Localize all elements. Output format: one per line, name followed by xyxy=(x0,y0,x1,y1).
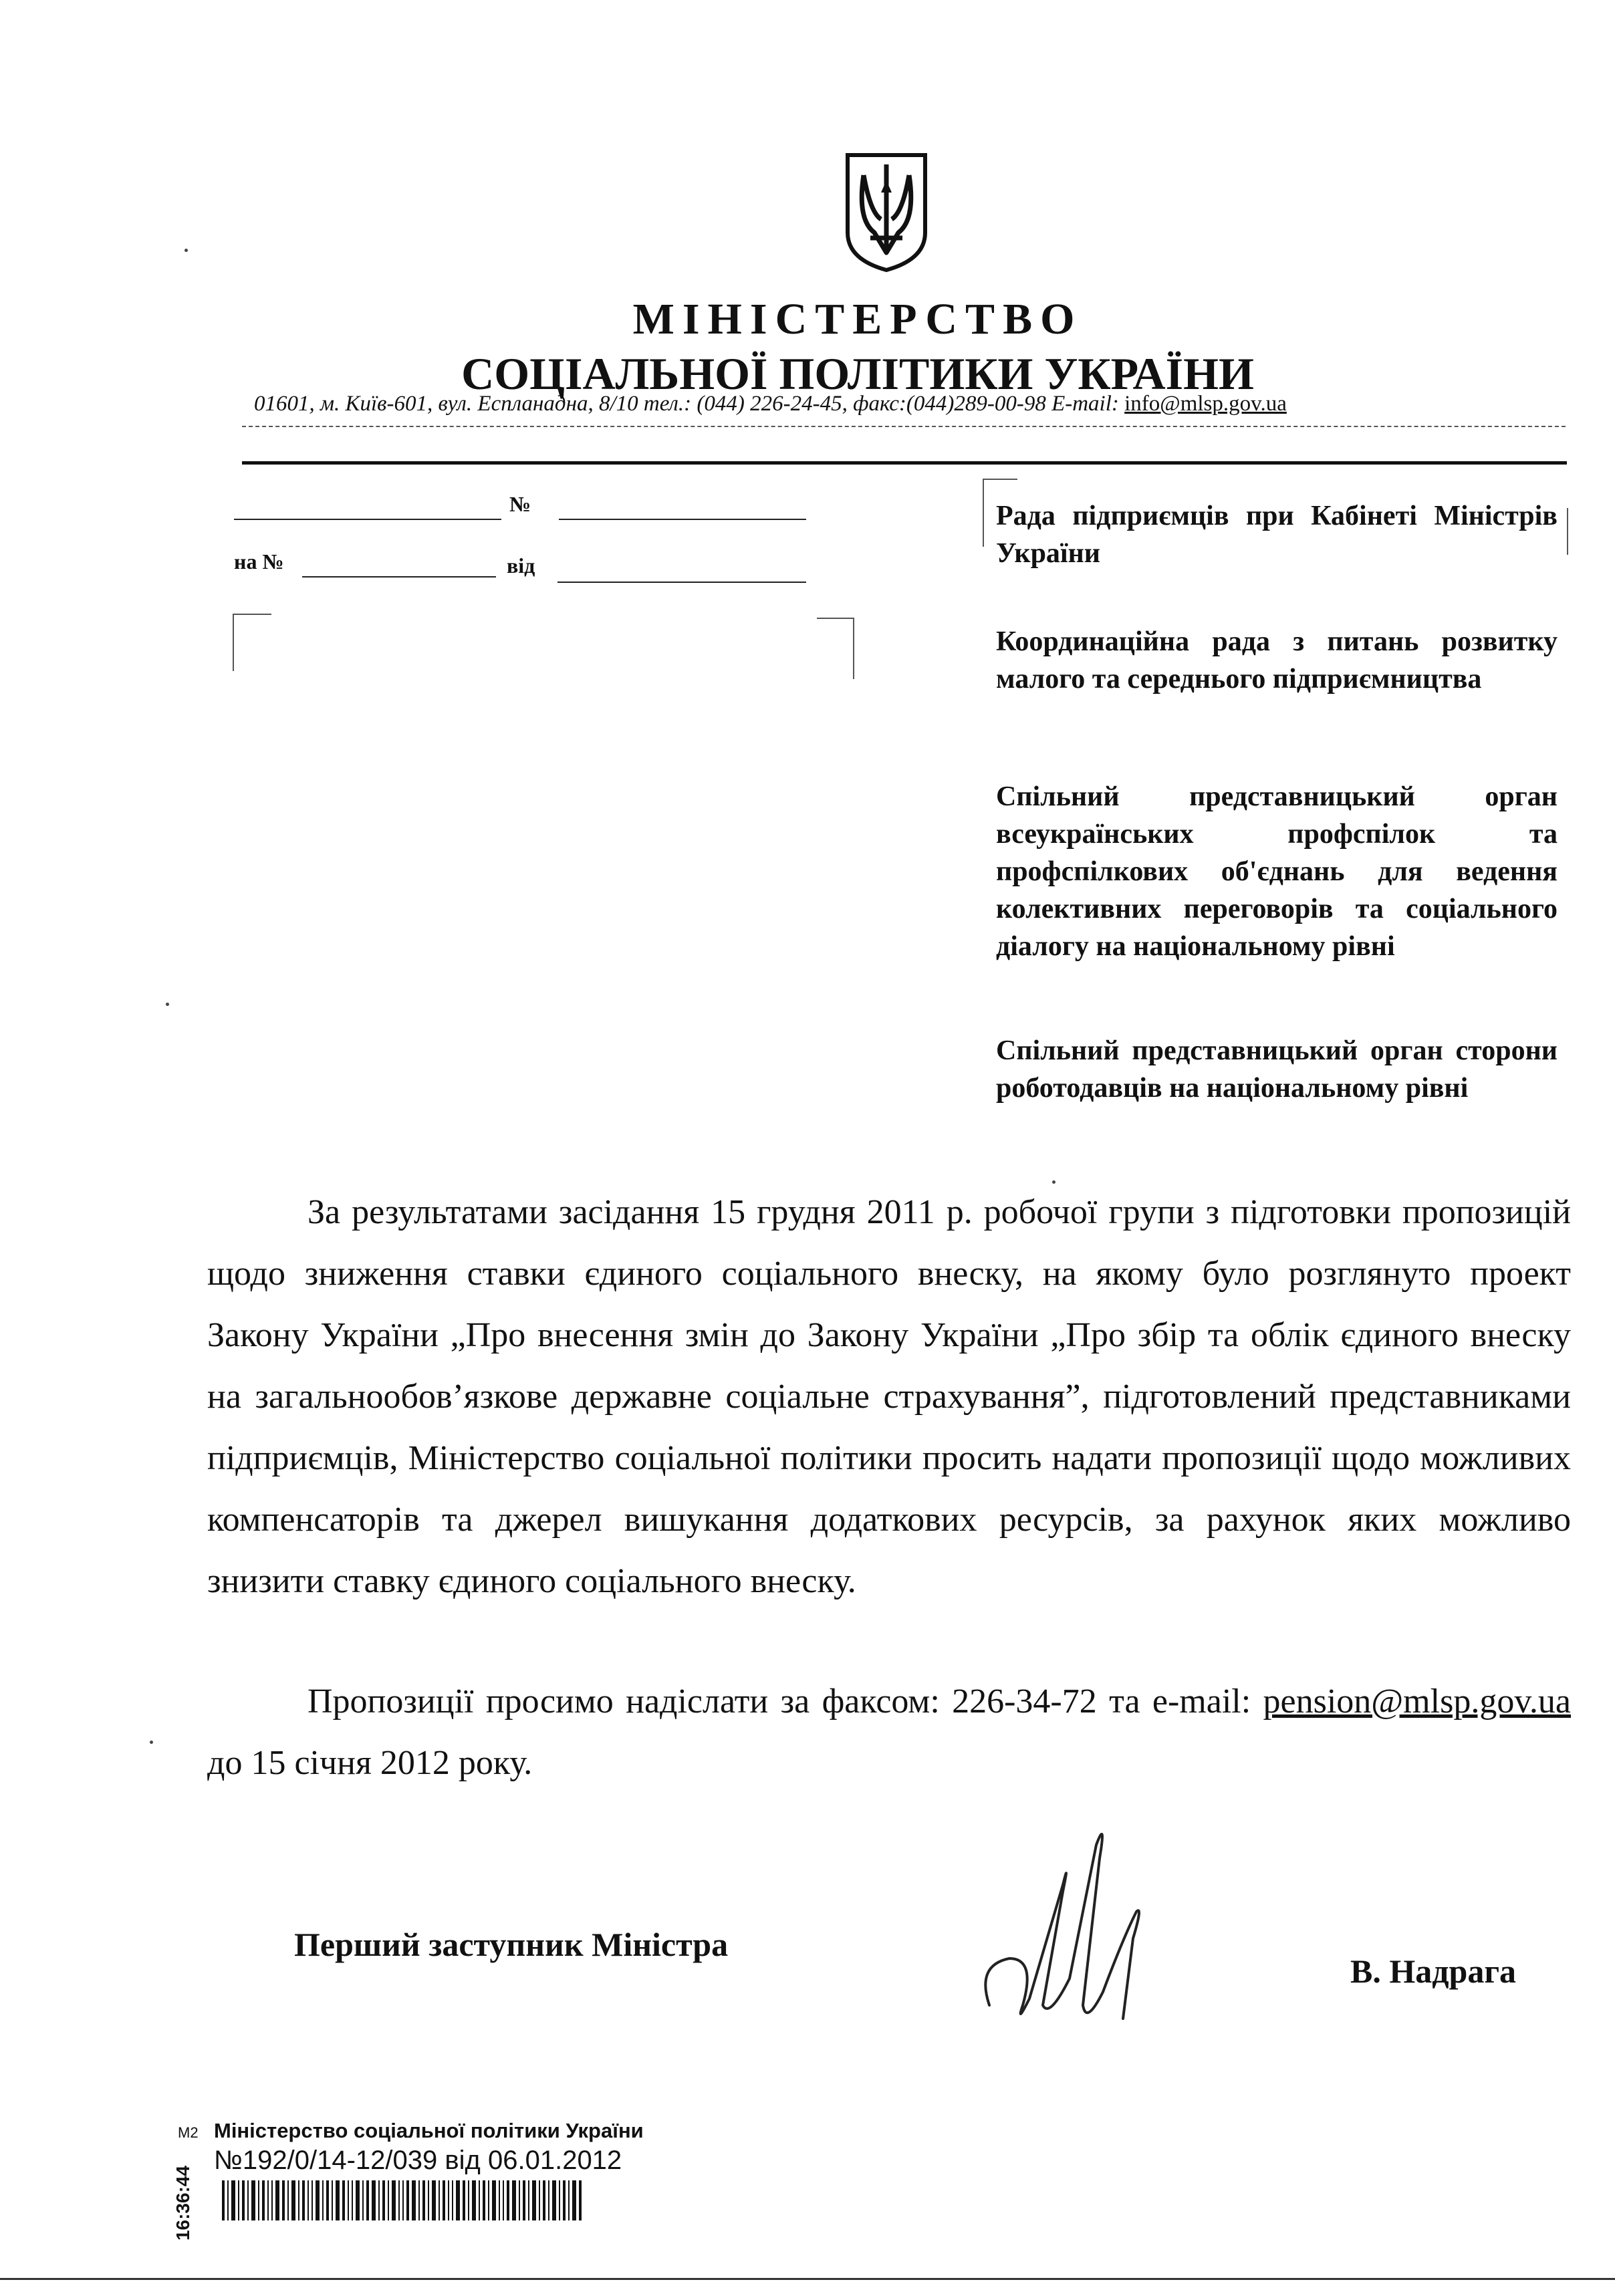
reply-number-blank xyxy=(302,576,496,578)
ministry-email-link[interactable]: info@mlsp.gov.ua xyxy=(1124,392,1287,416)
handwritten-signature xyxy=(963,1805,1176,2032)
scan-edge-line xyxy=(0,2278,1615,2280)
stamp-registration-number: №192/0/14-12/039 від 06.01.2012 xyxy=(214,2146,622,2175)
pension-email-link[interactable]: pension@mlsp.gov.ua xyxy=(1263,1682,1572,1720)
scan-speck xyxy=(150,1741,153,1744)
barcode xyxy=(222,2180,583,2220)
stamp-organization: Міністерство соціальної політики України xyxy=(214,2119,644,2142)
ministry-title: МІНІСТЕРСТВО xyxy=(632,295,1083,344)
outgoing-date-blank xyxy=(234,519,501,520)
request-deadline: до 15 січня 2012 року. xyxy=(207,1744,533,1782)
stamp-code: М2 xyxy=(178,2124,199,2141)
header-divider-thick xyxy=(242,461,1567,465)
stamp-time: 16:36:44 xyxy=(172,2165,194,2241)
header-divider-thin xyxy=(242,426,1566,427)
scan-speck xyxy=(1052,1180,1055,1184)
outgoing-number-blank xyxy=(559,519,806,520)
signatory-name: В. Надрага xyxy=(1350,1952,1517,1990)
scan-speck xyxy=(166,1003,169,1006)
reply-to-label: на № xyxy=(234,549,284,573)
scan-speck xyxy=(184,249,188,252)
number-label: № xyxy=(509,492,531,516)
letter-body-paragraph: За результатами засідання 15 грудня 2011 р. робочої групи з підготовки пропозицій щодо зниження ставки єдиного соціального внеску, на якому було розглянуто проект Закону України „Про внесення змін до Закону України „Про збір та облік єдиного внеску на загальнообов’язкове державне соціальне страхування”, підготовлений представниками підприємців, Міністерство соціальної політики просить надати пропозиції щодо можливих компенсаторів та джерел вишукання додаткових ресурсів, за рахунок яких можливо знизити ставку єдиного соціального внеску. xyxy=(207,1193,1571,1600)
address-corner-right xyxy=(817,618,854,679)
recipient-corner-right xyxy=(1560,508,1568,555)
address-corner-left xyxy=(233,614,271,671)
letter-request-paragraph xyxy=(207,1671,1571,1794)
recipient-item: Спільний представницький орган всеукраїнських профспілок та профспілкових об'єднань для ведення колективних переговорів та соціального діалогу на національному рівні xyxy=(996,781,1558,962)
request-text: Пропозиції просимо надіслати за факсом: 226-34-72 та e-mail: xyxy=(307,1682,1251,1720)
recipient-item: Рада підприємців при Кабінеті Міністрів України xyxy=(996,501,1558,569)
trident-icon xyxy=(844,152,929,273)
date-label: від xyxy=(507,553,535,578)
address-text: 01601, м. Київ-601, вул. Еспланадна, 8/10 тел.: (044) 226-24-45, факс:(044)289-00-98 E-mail: xyxy=(254,392,1119,416)
registration-stamp xyxy=(160,2119,668,2241)
ministry-address xyxy=(254,392,1564,416)
ministry-subtitle: СОЦІАЛЬНОЇ ПОЛІТИКИ УКРАЇНИ xyxy=(461,348,1254,399)
recipient-item: Координаційна рада з питань розвитку малого та середнього підприємництва xyxy=(996,626,1558,694)
reply-date-blank xyxy=(557,582,806,583)
recipient-item: Спільний представницький орган сторони роботодавців на національному рівні xyxy=(996,1035,1558,1104)
signatory-position: Перший заступник Міністра xyxy=(294,1926,729,1963)
